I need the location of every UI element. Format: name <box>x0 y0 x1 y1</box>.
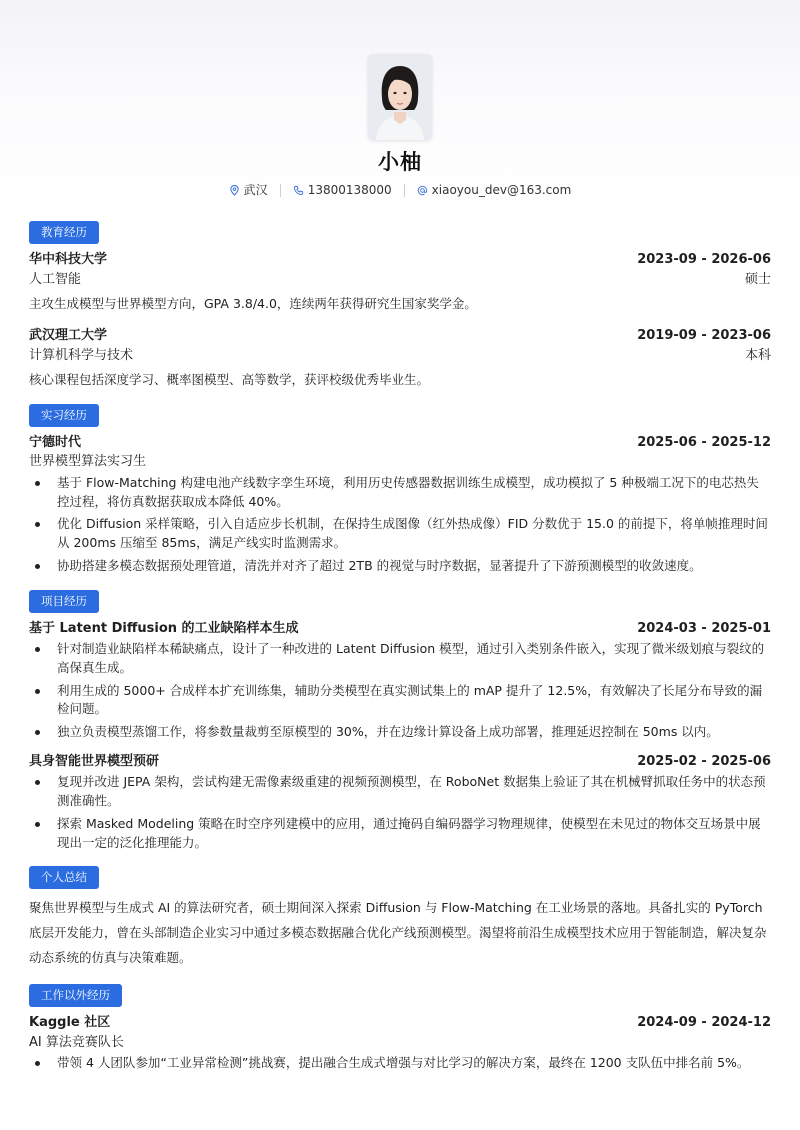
date-range: 2025-02 - 2025-06 <box>637 753 771 769</box>
degree: 本科 <box>744 347 771 363</box>
major: 人工智能 <box>29 271 82 287</box>
contact-divider <box>404 184 405 197</box>
contact-info <box>29 181 771 199</box>
education-description: 核心课程包括深度学习、概率图模型、高等数学，获评校级优秀毕业生。 <box>29 372 430 388</box>
date-range: 2024-09 - 2024-12 <box>637 1015 771 1031</box>
education-entry <box>29 250 771 314</box>
other-experience-section <box>29 984 771 1073</box>
list-item: 复现并改进 JEPA 架构，尝试构建无需像素级重建的视频预测模型，在 RoboNet 数据集上验证了其在机械臂抓取任务中的状态预测准确性。 <box>29 773 771 811</box>
job-role: 世界模型算法实习生 <box>29 454 147 470</box>
section-title: 教育经历 <box>29 221 99 244</box>
portrait-image <box>368 54 432 140</box>
at-sign-icon <box>417 185 428 196</box>
internship-section <box>29 404 771 576</box>
summary-section <box>29 866 771 970</box>
list-item: 利用生成的 5000+ 合成样本扩充训练集，辅助分类模型在真实测试集上的 mAP 提升了 12.5%，有效解决了长尾分布导致的漏检问题。 <box>29 682 771 720</box>
phone-icon <box>293 185 304 196</box>
section-title: 个人总结 <box>29 866 99 889</box>
education-section <box>29 221 771 390</box>
date-range: 2025-06 - 2025-12 <box>637 434 771 450</box>
project-name: 具身智能世界模型预研 <box>29 753 160 769</box>
degree: 硕士 <box>744 271 771 287</box>
list-item: 带领 4 人团队参加“工业异常检测”挑战赛，提出融合生成式增强与对比学习的解决方案，最终在 1200 支队伍中排名前 5%。 <box>29 1054 771 1073</box>
date-range: 2019-09 - 2023-06 <box>637 328 771 344</box>
date-range: 2024-03 - 2025-01 <box>637 620 771 636</box>
profile-photo <box>368 54 432 140</box>
other-entry <box>29 1013 771 1073</box>
section-title: 工作以外经历 <box>29 984 122 1007</box>
company-name: 宁德时代 <box>29 434 82 450</box>
project-entry <box>29 752 771 853</box>
list-item: 探索 Masked Modeling 策略在时空序列建模中的应用，通过掩码自编码器学习物理规律，使模型在未见过的物体交互场景中展现出一定的泛化推理能力。 <box>29 815 771 853</box>
education-entry <box>29 326 771 390</box>
project-entry <box>29 619 771 742</box>
major: 计算机科学与技术 <box>29 347 134 363</box>
date-range: 2023-09 - 2026-06 <box>637 252 771 268</box>
list-item: 优化 Diffusion 采样策略，引入自适应步长机制，在保持生成图像（红外热成像）FID 分数优于 15.0 的前提下，将单帧推理时间从 200ms 压缩至 85ms，满足产线实时监测需求。 <box>29 515 771 553</box>
resume-header <box>29 0 771 199</box>
list-item: 基于 Flow-Matching 构建电池产线数字孪生环境，利用历史传感器数据训练生成模型，成功模拟了 5 种极端工况下的电芯热失控过程，将仿真数据获取成本降低 40%。 <box>29 474 771 512</box>
contact-email[interactable] <box>417 181 572 199</box>
projects-section <box>29 590 771 853</box>
achievement-list <box>29 773 771 852</box>
school-name: 武汉理工大学 <box>29 328 108 344</box>
project-name: 基于 Latent Diffusion 的工业缺陷样本生成 <box>29 620 299 636</box>
education-description: 主攻生成模型与世界模型方向，GPA 3.8/4.0，连续两年获得研究生国家奖学金。 <box>29 296 477 312</box>
school-name: 华中科技大学 <box>29 252 108 268</box>
contact-location <box>229 181 268 199</box>
section-title: 项目经历 <box>29 590 99 613</box>
section-title: 实习经历 <box>29 404 99 427</box>
achievement-list <box>29 640 771 742</box>
location-pin-icon <box>229 185 240 196</box>
organization-name: Kaggle 社区 <box>29 1015 111 1031</box>
phone-text: 13800138000 <box>307 183 392 198</box>
achievement-list <box>29 474 771 576</box>
list-item: 协助搭建多模态数据预处理管道，清洗并对齐了超过 2TB 的视觉与时序数据，显著提升了下游预测模型的收敛速度。 <box>29 557 771 576</box>
role-title: AI 算法竞赛队长 <box>29 1034 124 1050</box>
internship-entry <box>29 433 771 576</box>
candidate-name: 小柚 <box>378 150 422 174</box>
location-text: 武汉 <box>243 183 268 198</box>
contact-phone[interactable] <box>293 181 392 199</box>
summary-text: 聚焦世界模型与生成式 AI 的算法研究者，硕士期间深入探索 Diffusion 与 Flow-Matching 在工业场景的落地。具备扎实的 PyTorch 底层开发能力，曾在头部制造企业实习中通过多模态数据融合优化产线预测模型。渴望将前沿生成模型技术应用于智能制造，解决复杂动态系统的仿真与决策难题。 <box>29 900 767 966</box>
list-item: 独立负责模型蒸馏工作，将参数量裁剪至原模型的 30%，并在边缘计算设备上成功部署，推理延迟控制在 50ms 以内。 <box>29 723 771 742</box>
achievement-list <box>29 1054 771 1073</box>
contact-divider <box>280 184 281 197</box>
list-item: 针对制造业缺陷样本稀缺痛点，设计了一种改进的 Latent Diffusion 模型，通过引入类别条件嵌入，实现了微米级划痕与裂纹的高保真生成。 <box>29 640 771 678</box>
email-text: xiaoyou_dev@163.com <box>431 183 572 198</box>
